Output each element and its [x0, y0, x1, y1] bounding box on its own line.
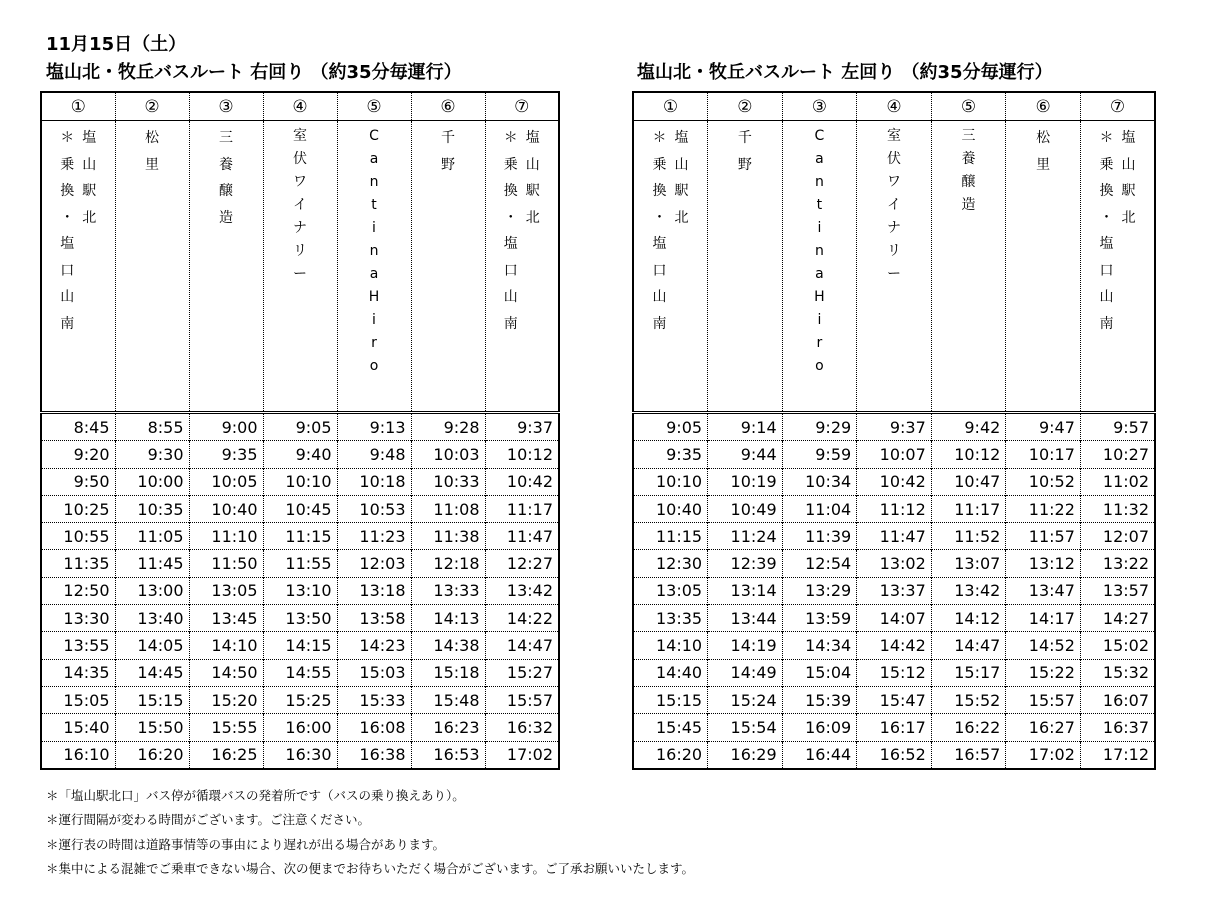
stop-name-cell [708, 121, 783, 413]
left-loop-title: 塩山北・牧丘バスルート 左回り （約35分毎運行） [637, 62, 1053, 83]
departure-time: 13:33 [411, 577, 485, 604]
departure-time: 16:09 [782, 714, 857, 741]
timetable-row [41, 441, 559, 468]
stop-name: 千 野 [737, 130, 752, 173]
stop-name-cell [263, 121, 337, 413]
departure-time: 11:02 [1080, 468, 1155, 495]
departure-time: 13:57 [1080, 577, 1155, 604]
departure-time: 9:47 [1006, 413, 1081, 441]
stop-name-cell [633, 121, 708, 413]
departure-time: 11:39 [782, 523, 857, 550]
stop-name-cell [411, 121, 485, 413]
departure-time: 10:53 [337, 495, 411, 522]
departure-time: 13:45 [189, 605, 263, 632]
departure-time: 12:27 [485, 550, 559, 577]
departure-time: 15:45 [633, 714, 708, 741]
departure-time: 14:47 [931, 632, 1006, 659]
departure-time: 15:03 [337, 659, 411, 686]
stop-name-cell [1006, 121, 1081, 413]
stop-number: ⑤ [337, 92, 411, 121]
departure-time: 15:24 [708, 686, 783, 713]
stop-name: ＊ 乗 換 ・ 塩 口 山 南 塩 山 駅 北 [652, 130, 689, 332]
departure-time: 14:50 [189, 659, 263, 686]
stop-number: ② [115, 92, 189, 121]
departure-time: 16:23 [411, 714, 485, 741]
stop-number: ① [41, 92, 115, 121]
departure-time: 9:37 [485, 413, 559, 441]
stop-number: ② [708, 92, 783, 121]
departure-time: 9:05 [633, 413, 708, 441]
stop-name: ＊ 乗 換 ・ 塩 口 山 南 塩 山 駅 北 [1099, 130, 1136, 332]
departure-time: 9:14 [708, 413, 783, 441]
stop-name: 三 養 醸 造 [961, 128, 976, 213]
departure-time: 14:05 [115, 632, 189, 659]
stop-name: 室 伏 ワ イ ナ リ ー [293, 128, 307, 282]
departure-time: 13:30 [41, 605, 115, 632]
departure-time: 14:10 [189, 632, 263, 659]
departure-time: 11:57 [1006, 523, 1081, 550]
departure-time: 11:52 [931, 523, 1006, 550]
timetable-row [633, 632, 1155, 659]
departure-time: 14:15 [263, 632, 337, 659]
departure-time: 10:40 [633, 495, 708, 522]
departure-time: 13:22 [1080, 550, 1155, 577]
departure-time: 10:49 [708, 495, 783, 522]
departure-time: 15:02 [1080, 632, 1155, 659]
stop-name-cell [115, 121, 189, 413]
departure-time: 12:50 [41, 577, 115, 604]
departure-time: 13:58 [337, 605, 411, 632]
departure-time: 10:18 [337, 468, 411, 495]
departure-time: 10:12 [485, 441, 559, 468]
departure-time: 12:07 [1080, 523, 1155, 550]
departure-time: 10:35 [115, 495, 189, 522]
departure-time: 13:14 [708, 577, 783, 604]
departure-time: 16:29 [708, 741, 783, 769]
note-crowding: ＊集中による混雑でご乗車できない場合、次の便までお待ちいただく場合がございます。ご了承お願いいたします。 [46, 861, 695, 876]
departure-time: 10:17 [1006, 441, 1081, 468]
departure-time: 14:23 [337, 632, 411, 659]
departure-time: 16:53 [411, 741, 485, 769]
departure-time: 9:42 [931, 413, 1006, 441]
departure-time: 13:12 [1006, 550, 1081, 577]
departure-time: 10:10 [263, 468, 337, 495]
note-transfer: ＊「塩山駅北口」バス停が循環バスの発着所です（バスの乗り換えあり）。 [46, 788, 465, 803]
date-title: 11月15日（土） [46, 34, 187, 55]
departure-time: 10:12 [931, 441, 1006, 468]
departure-time: 15:15 [115, 686, 189, 713]
departure-time: 16:27 [1006, 714, 1081, 741]
stop-name-cell [337, 121, 411, 413]
timetable-row [41, 605, 559, 632]
departure-time: 10:00 [115, 468, 189, 495]
departure-time: 15:05 [41, 686, 115, 713]
stop-number: ③ [189, 92, 263, 121]
departure-time: 14:19 [708, 632, 783, 659]
timetable-row [633, 413, 1155, 441]
timetable-row [41, 468, 559, 495]
departure-time: 13:02 [857, 550, 932, 577]
departure-time: 13:42 [931, 577, 1006, 604]
left-loop-timetable [632, 91, 1156, 770]
departure-time: 10:47 [931, 468, 1006, 495]
departure-time: 16:44 [782, 741, 857, 769]
departure-time: 15:12 [857, 659, 932, 686]
timetable-row [633, 714, 1155, 741]
departure-time: 9:20 [41, 441, 115, 468]
departure-time: 14:07 [857, 605, 932, 632]
departure-time: 16:32 [485, 714, 559, 741]
departure-time: 14:27 [1080, 605, 1155, 632]
departure-time: 17:02 [485, 741, 559, 769]
timetable-row [633, 550, 1155, 577]
departure-time: 10:33 [411, 468, 485, 495]
timetable-row [633, 577, 1155, 604]
right-loop-title: 塩山北・牧丘バスルート 右回り （約35分毎運行） [46, 62, 462, 83]
departure-time: 11:15 [633, 523, 708, 550]
departure-time: 11:24 [708, 523, 783, 550]
stop-number: ① [633, 92, 708, 121]
departure-time: 15:55 [189, 714, 263, 741]
departure-time: 14:12 [931, 605, 1006, 632]
departure-time: 9:29 [782, 413, 857, 441]
departure-time: 15:52 [931, 686, 1006, 713]
timetable-row [41, 413, 559, 441]
timetable-row [633, 659, 1155, 686]
departure-time: 9:00 [189, 413, 263, 441]
departure-time: 14:55 [263, 659, 337, 686]
departure-time: 15:33 [337, 686, 411, 713]
departure-time: 16:52 [857, 741, 932, 769]
departure-time: 11:50 [189, 550, 263, 577]
departure-time: 13:59 [782, 605, 857, 632]
departure-time: 15:20 [189, 686, 263, 713]
departure-time: 15:15 [633, 686, 708, 713]
departure-time: 15:47 [857, 686, 932, 713]
departure-time: 11:22 [1006, 495, 1081, 522]
stop-number: ⑦ [485, 92, 559, 121]
departure-time: 10:42 [857, 468, 932, 495]
departure-time: 13:55 [41, 632, 115, 659]
note-interval: ＊運行間隔が変わる時間がございます。ご注意ください。 [46, 812, 371, 827]
stop-name: C a n t i n a H i r o [368, 128, 380, 374]
stop-name-cell [41, 121, 115, 413]
departure-time: 15:50 [115, 714, 189, 741]
timetable-row [41, 714, 559, 741]
departure-time: 9:59 [782, 441, 857, 468]
departure-time: 9:37 [857, 413, 932, 441]
departure-time: 10:45 [263, 495, 337, 522]
timetable-row [41, 632, 559, 659]
stop-name-cell [189, 121, 263, 413]
departure-time: 9:05 [263, 413, 337, 441]
timetable-row [41, 686, 559, 713]
timetable-row [633, 495, 1155, 522]
timetable-row [41, 523, 559, 550]
departure-time: 11:04 [782, 495, 857, 522]
stop-name: 室 伏 ワ イ ナ リ ー [886, 128, 901, 282]
departure-time: 12:54 [782, 550, 857, 577]
departure-time: 16:20 [115, 741, 189, 769]
departure-time: 15:22 [1006, 659, 1081, 686]
timetable-row [41, 550, 559, 577]
departure-time: 16:22 [931, 714, 1006, 741]
departure-time: 10:25 [41, 495, 115, 522]
departure-time: 9:40 [263, 441, 337, 468]
departure-time: 15:54 [708, 714, 783, 741]
timetable-row [41, 495, 559, 522]
departure-time: 14:45 [115, 659, 189, 686]
stop-number: ④ [857, 92, 932, 121]
stop-name: ＊ 乗 換 ・ 塩 口 山 南 塩 山 駅 北 [503, 130, 540, 332]
stop-name-cell [931, 121, 1006, 413]
departure-time: 16:57 [931, 741, 1006, 769]
departure-time: 14:38 [411, 632, 485, 659]
departure-time: 16:00 [263, 714, 337, 741]
departure-time: 9:35 [633, 441, 708, 468]
departure-time: 11:17 [485, 495, 559, 522]
departure-time: 11:15 [263, 523, 337, 550]
departure-time: 16:25 [189, 741, 263, 769]
departure-time: 17:02 [1006, 741, 1081, 769]
stop-name: 千 野 [441, 130, 455, 173]
departure-time: 15:27 [485, 659, 559, 686]
departure-time: 12:39 [708, 550, 783, 577]
departure-time: 14:35 [41, 659, 115, 686]
departure-time: 9:35 [189, 441, 263, 468]
departure-time: 9:30 [115, 441, 189, 468]
right-loop-timetable [40, 91, 560, 770]
departure-time: 14:13 [411, 605, 485, 632]
stop-name-cell [857, 121, 932, 413]
departure-time: 12:03 [337, 550, 411, 577]
departure-time: 13:07 [931, 550, 1006, 577]
departure-time: 11:55 [263, 550, 337, 577]
departure-time: 11:17 [931, 495, 1006, 522]
departure-time: 12:18 [411, 550, 485, 577]
timetable-row [633, 468, 1155, 495]
departure-time: 8:55 [115, 413, 189, 441]
departure-time: 11:47 [857, 523, 932, 550]
departure-time: 9:50 [41, 468, 115, 495]
departure-time: 11:45 [115, 550, 189, 577]
stop-name: 松 里 [1036, 130, 1051, 173]
departure-time: 15:32 [1080, 659, 1155, 686]
departure-time: 10:40 [189, 495, 263, 522]
departure-time: 13:10 [263, 577, 337, 604]
stop-name-cell [1080, 121, 1155, 413]
departure-time: 10:05 [189, 468, 263, 495]
stop-name: C a n t i n a H i r o [814, 128, 825, 374]
departure-time: 14:17 [1006, 605, 1081, 632]
departure-time: 15:57 [485, 686, 559, 713]
departure-time: 10:52 [1006, 468, 1081, 495]
stop-number: ④ [263, 92, 337, 121]
departure-time: 15:17 [931, 659, 1006, 686]
departure-time: 9:44 [708, 441, 783, 468]
timetable-row [633, 605, 1155, 632]
departure-time: 14:10 [633, 632, 708, 659]
departure-time: 15:04 [782, 659, 857, 686]
departure-time: 10:03 [411, 441, 485, 468]
departure-time: 9:57 [1080, 413, 1155, 441]
departure-time: 11:12 [857, 495, 932, 522]
stop-number-row [41, 92, 559, 121]
timetable-row [633, 686, 1155, 713]
departure-time: 16:30 [263, 741, 337, 769]
departure-time: 9:13 [337, 413, 411, 441]
departure-time: 9:48 [337, 441, 411, 468]
departure-time: 11:23 [337, 523, 411, 550]
stop-name-cell [485, 121, 559, 413]
timetable-row [41, 659, 559, 686]
departure-time: 14:40 [633, 659, 708, 686]
departure-time: 16:20 [633, 741, 708, 769]
stop-name-row [633, 121, 1155, 413]
timetable-row [633, 441, 1155, 468]
departure-time: 14:22 [485, 605, 559, 632]
departure-time: 13:42 [485, 577, 559, 604]
departure-time: 15:18 [411, 659, 485, 686]
departure-time: 11:32 [1080, 495, 1155, 522]
departure-time: 13:50 [263, 605, 337, 632]
departure-time: 12:30 [633, 550, 708, 577]
departure-time: 10:55 [41, 523, 115, 550]
departure-time: 13:00 [115, 577, 189, 604]
departure-time: 15:40 [41, 714, 115, 741]
departure-time: 10:27 [1080, 441, 1155, 468]
stop-number: ⑥ [411, 92, 485, 121]
departure-time: 10:07 [857, 441, 932, 468]
departure-time: 16:17 [857, 714, 932, 741]
departure-time: 13:44 [708, 605, 783, 632]
departure-time: 10:19 [708, 468, 783, 495]
departure-time: 14:34 [782, 632, 857, 659]
stop-number: ⑤ [931, 92, 1006, 121]
departure-time: 17:12 [1080, 741, 1155, 769]
stop-name: 三 養 醸 造 [219, 130, 233, 226]
departure-time: 16:07 [1080, 686, 1155, 713]
departure-time: 8:45 [41, 413, 115, 441]
departure-time: 16:08 [337, 714, 411, 741]
departure-time: 11:47 [485, 523, 559, 550]
departure-time: 15:57 [1006, 686, 1081, 713]
timetable-row [633, 523, 1155, 550]
departure-time: 11:08 [411, 495, 485, 522]
departure-time: 10:34 [782, 468, 857, 495]
departure-time: 13:35 [633, 605, 708, 632]
stop-name: ＊ 乗 換 ・ 塩 口 山 南 塩 山 駅 北 [60, 130, 97, 332]
timetable-row [41, 741, 559, 769]
departure-time: 11:35 [41, 550, 115, 577]
departure-time: 16:38 [337, 741, 411, 769]
departure-time: 14:49 [708, 659, 783, 686]
departure-time: 9:28 [411, 413, 485, 441]
departure-time: 14:47 [485, 632, 559, 659]
stop-number: ③ [782, 92, 857, 121]
departure-time: 15:25 [263, 686, 337, 713]
departure-time: 13:05 [189, 577, 263, 604]
departure-time: 13:29 [782, 577, 857, 604]
departure-time: 14:52 [1006, 632, 1081, 659]
departure-time: 13:40 [115, 605, 189, 632]
timetable-row [41, 577, 559, 604]
departure-time: 14:42 [857, 632, 932, 659]
departure-time: 13:18 [337, 577, 411, 604]
departure-time: 11:05 [115, 523, 189, 550]
timetable-row [633, 741, 1155, 769]
stop-number-row [633, 92, 1155, 121]
departure-time: 13:47 [1006, 577, 1081, 604]
departure-time: 10:10 [633, 468, 708, 495]
stop-number: ⑦ [1080, 92, 1155, 121]
departure-time: 15:48 [411, 686, 485, 713]
note-delay: ＊運行表の時間は道路事情等の事由により遅れが出る場合があります。 [46, 837, 446, 852]
departure-time: 13:05 [633, 577, 708, 604]
stop-name: 松 里 [145, 130, 159, 173]
departure-time: 13:37 [857, 577, 932, 604]
departure-time: 10:42 [485, 468, 559, 495]
stop-name-cell [782, 121, 857, 413]
stop-name-row [41, 121, 559, 413]
departure-time: 11:10 [189, 523, 263, 550]
departure-time: 15:39 [782, 686, 857, 713]
departure-time: 11:38 [411, 523, 485, 550]
departure-time: 16:10 [41, 741, 115, 769]
departure-time: 16:37 [1080, 714, 1155, 741]
stop-number: ⑥ [1006, 92, 1081, 121]
